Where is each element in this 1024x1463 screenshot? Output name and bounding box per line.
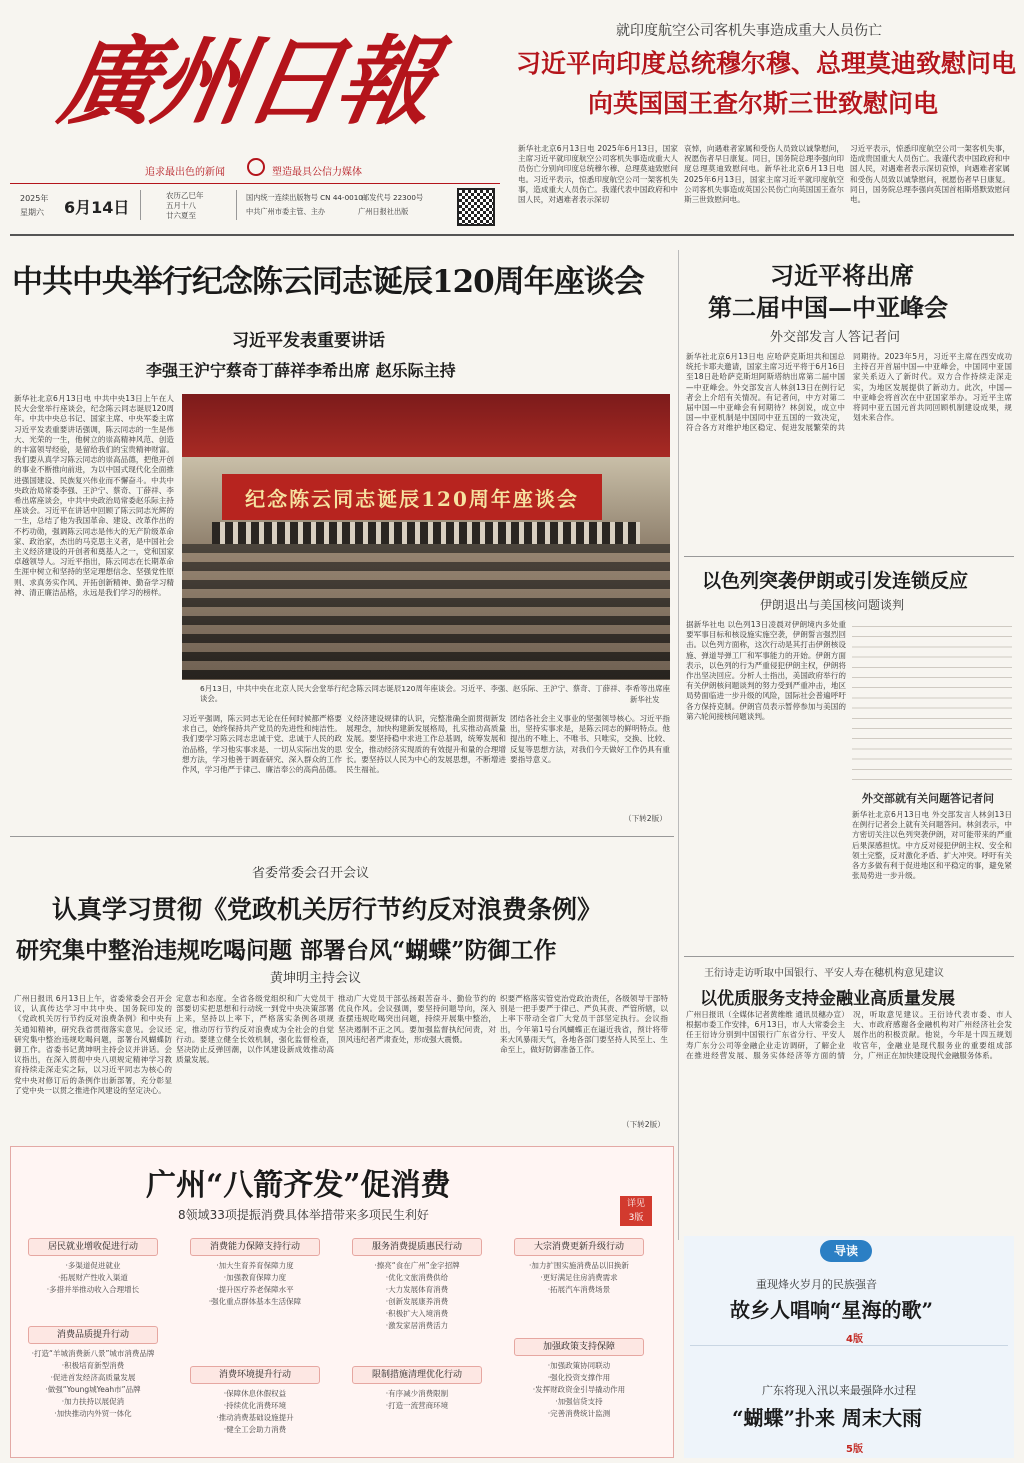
consume-cat-2: 服务消费提质惠民行动 xyxy=(352,1238,482,1256)
photo-caption: 6月13日，中共中央在北京人民大会堂举行纪念陈云同志诞辰120周年座谈会。习近平、李强、赵乐际、王沪宁、蔡奇、丁薛祥、李希等出席座谈会。 xyxy=(200,684,670,704)
slogan-right: 塑造最具公信力媒体 xyxy=(272,167,362,178)
consume-cat-item: ·更好满足住房消费需求 xyxy=(540,1273,618,1282)
consume-cat-item: ·创新发展康养消费 xyxy=(385,1297,449,1306)
consume-cat-item: ·擦亮“食在广州”金字招牌 xyxy=(374,1261,460,1270)
s2-col-1: 广州日报讯 6月13日上午，省委常委会召开会议，认真传达学习中共中央、国务院印发的《党政机关厉行节约反对浪费条例》和中央有关通知精神，研究我省贯彻落实意见。会议还研究集中整治违规吃喝问题，部署台风蝴蝶防御工作。省委书记黄坤明主持会议并讲话。会议指出，在深入贯彻中央八项规定精神学习教育持续走深走实之际，以习近平同志为核心的党中央对修订后的条例作出新部署，充分彰显了党中央一以贯之推进作风建设的坚定决心。 xyxy=(14,994,172,1095)
consume-cat-4: 消费品质提升行动 xyxy=(28,1326,158,1344)
pub-code: 邮发代号 22300号 xyxy=(362,193,424,202)
lead-col-2: 习近平强调，陈云同志无论在任何时候都严格要求自己，始终保持共产党员的先进性和纯洁性。我们要学习陈云同志忠诚于党、忠诚于人民的政治品格，学习他实事求是、一切从实际出发的思想方法，学习他善于调查研究、深入群众的工作作风，学习他严于律己、廉洁奉公的高尚品德。 xyxy=(182,714,342,775)
consume-cat-item: ·积极培育新型消费 xyxy=(61,1361,125,1370)
s2-title-1: 认真学习贯彻《党政机关厉行节约反对浪费条例》 xyxy=(52,895,603,924)
logo-text: 廣州日報 xyxy=(52,25,441,138)
consume-cat-item: ·积极扩大入境消费 xyxy=(385,1309,449,1318)
photo-credit: 新华社发 xyxy=(630,695,660,704)
rc-title-4: 外交部就有关问题答记者问 xyxy=(862,792,994,805)
solar-term: 廿六夏至 xyxy=(166,211,196,220)
s2-cont[interactable]: （下转2版） xyxy=(622,1120,665,1129)
consume-cat-item: ·完善消费统计监测 xyxy=(547,1409,611,1418)
masthead-logo xyxy=(52,22,452,142)
rc-text-3b xyxy=(852,620,1012,780)
consume-cat-item: ·加力扶持以展促消 xyxy=(61,1397,125,1406)
consume-cat-0: 居民就业增收促进行动 xyxy=(28,1238,158,1256)
consume-cat-item: ·拓展汽车消费场景 xyxy=(547,1285,611,1294)
lead-col-4: 团结各社会主义事业的坚强领导核心。习近平指出，坚持实事求是，是陈云同志的鲜明特点。他提出的不唯上、不唯书、只唯实，交换、比较、反复等思想方法，对我们今天做好工作仍具有重要指导意义。 xyxy=(510,714,670,764)
consume-page-tag[interactable] xyxy=(620,1196,652,1226)
top-title-1: 习近平向印度总统穆尔穆、总理莫迪致慰问电 xyxy=(516,49,1017,78)
consume-title: 广州“八箭齐发”促消费 xyxy=(146,1168,451,1203)
lead-sub-2: 李强王沪宁蔡奇丁薛祥李希出席 赵乐际主持 xyxy=(146,361,456,380)
consume-tag-2: 3版 xyxy=(628,1213,644,1223)
s2-sub: 黄坤明主持会议 xyxy=(270,971,362,986)
lunar-day: 五月十八 xyxy=(166,201,196,210)
s2-title-2: 研究集中整治违规吃喝问题 部署台风“蝴蝶”防御工作 xyxy=(16,937,557,964)
rc-title-5: 以优质服务支持金融业高质量发展 xyxy=(700,989,955,1009)
consume-cat-item: ·打造一流营商环境 xyxy=(385,1401,449,1410)
guide-1-title[interactable]: 故乡人唱响“星海的歌” xyxy=(730,1298,934,1322)
rc-text: 新华社北京6月13日电 应哈萨克斯坦共和国总统托卡耶夫邀请，国家主席习近平将于6月16日至18日赴哈萨克斯坦阿斯塔纳出席第二届中国—中亚峰会。外交部发言人林剑13日在例行记者会上介绍有关情况。有记者问，中方对第二届中国—中亚峰会有何期待？林剑说，成立中国—中亚机制是中国同中亚五国的一致决定，符合各方对维护地区稳定、促进发展繁荣的共同期待。2023年5月，习近平主席在西安成功主持召开首届中国—中亚峰会，中国同中亚国家关系迈入了新时代。双方合作持续走深走实，为地区发展提供了新动力。此次，中国—中亚峰会将首次在中亚国家举办。习近平主席将同中亚五国元首共同回顾机制建设成果，规划未来合作。 xyxy=(686,352,1012,433)
lead-title: 中共中央举行纪念陈云同志诞辰120周年座谈会 xyxy=(12,264,644,300)
rc-text-4: 新华社北京6月13日电 外交部发言人林剑13日在例行记者会上就有关问题答问。林剑表示，中方密切关注以色列突袭伊朗，对可能带来的严重后果深感担忧。中方反对侵犯伊朗主权、安全和领土完整，反对激化矛盾、扩大冲突。呼吁有关各方多做有利于促进地区和平稳定的事，避免紧张局势进一步升级。 xyxy=(852,810,1012,881)
consume-cat-item: ·多措并举推动收入合理增长 xyxy=(46,1285,140,1294)
top-col-2: 哀悼，向遇难者家属和受伤人员致以诚挚慰问，祝愿伤者早日康复。同日，国务院总理李强向印度总理莫迪致慰问电。新华社北京6月13日电 2025年6月13日，国家主席习近平就印度航空公司客机失事造成英国公民伤亡向英国国王查尔斯三世致慰问电。 xyxy=(684,144,844,205)
consume-cat-3: 大宗消费更新升级行动 xyxy=(514,1238,644,1256)
consume-cat-item: ·持续优化消费环境 xyxy=(223,1401,287,1410)
slogan-left: 追求最出色的新闻 xyxy=(145,167,225,178)
s2-col-2: 定意志和态度。全省各级党组织和广大党员干部要切实把思想和行动统一到党中央决策部署上来，坚持以上率下，严格落实条例各项规定，推动厉行节约反对浪费成为全社会的自觉行动。要建立健全长效机制，强化监督检查，坚决防止反弹回潮，以作风建设新成效推动高质量发展。 xyxy=(176,994,334,1065)
photo-banner: 纪念陈云同志诞辰120周年座谈会 xyxy=(222,474,602,520)
guide-label xyxy=(820,1240,872,1262)
consume-cat-1: 消费能力保障支持行动 xyxy=(190,1238,320,1256)
consume-cat-item: ·打造“羊城消费新八景”城市消费品牌 xyxy=(31,1349,155,1358)
top-kicker: 就印度航空公司客机失事造成重大人员伤亡 xyxy=(616,23,882,39)
consume-cat-item: ·促进首发经济高质量发展 xyxy=(50,1373,136,1382)
guide-2-title[interactable]: “蝴蝶”扑来 周末大雨 xyxy=(732,1406,922,1430)
guide-label-text: 导读 xyxy=(833,1244,858,1258)
guide-2-kicker: 广东将现入汛以来最强降水过程 xyxy=(762,1384,916,1397)
lead-photo xyxy=(182,394,670,680)
guide-1-page[interactable]: 4版 xyxy=(846,1334,863,1345)
s2-col-3: 推动广大党员干部弘扬艰苦奋斗、勤俭节约的优良作风。会议强调，要坚持问题导向，深入查摆违规吃喝突出问题，持续开展集中整治，坚决遏制不正之风。要加强监督执纪问责，对顶风违纪者严肃查处，形成强大震慑。 xyxy=(338,994,496,1044)
top-col-1: 新华社北京6月13日电 2025年6月13日，国家主席习近平就印度航空公司客机失事造成重大人员伤亡分别向印度总统穆尔穆、总理莫迪致慰问电。习近平表示，惊悉印度航空公司一架客机失事，造成重大人员伤亡。我谨代表中国政府和中国人民，对遇难者表示深切 xyxy=(518,144,678,205)
rc-kicker-5: 王衍诗走访听取中国银行、平安人寿在穗机构意见建议 xyxy=(704,968,944,979)
s2-col-4: 织要严格落实管党治党政治责任，各级领导干部特别是一把手要严于律己、严负其责、严管所辖，以上率下带动全省广大党员干部坚定执行。会议指出，今年第1号台风蝴蝶正在逼近我省，预计将带来大风暴雨天气，各地各部门要坚持人民至上、生命至上，做好防御准备工作。 xyxy=(500,994,668,1055)
guide-2-page[interactable]: 5版 xyxy=(846,1444,863,1455)
date-day: 6月14日 xyxy=(64,198,130,217)
rc-title-1: 习近平将出席 xyxy=(770,261,914,290)
consume-cat-item: ·加大生育养育保障力度 xyxy=(216,1261,294,1270)
consume-cat-item: ·有序减少消费限制 xyxy=(385,1389,449,1398)
consume-cat-item: ·加快推动内外贸一体化 xyxy=(54,1409,132,1418)
rc-text-5: 广州日报讯（全媒体记者黄维维 通讯员穗办宣）根据市委工作安排，6月13日，市人大常委会主任王衍诗分别到中国银行广东省分行、平安人寿广东分公司等金融企业走访调研，了解企业在推进经营发展、服务实体经济等方面的情况，听取意见建议。王衍诗代表市委、市人大、市政府感谢各金融机构对广州经济社会发展作出的积极贡献。他说，今年是十四五规划收官年，金融业是现代服务业的重要组成部分，广州正在加快建设现代金融服务体系。 xyxy=(686,1010,1012,1060)
date-weekday: 星期六 xyxy=(20,208,44,217)
lead-col-left: 新华社北京6月13日电 中共中央13日上午在人民大会堂举行座谈会，纪念陈云同志诞辰120周年。中共中央总书记、国家主席、中央军委主席习近平发表重要讲话强调，陈云同志的一生是伟大、光荣的一生，他树立的崇高精神风范、创造的丰富领导经验，是留给我们的宝贵精神财富。我们要从真学习陈云同志的崇高品德，把他开创的事业不断推向前进，为以中国式现代化全面推进强国建设、民族复兴伟业而不懈奋斗。中共中央政治局常委李强、王沪宁、蔡奇、丁薛祥、李希出席座谈会，中共中央政治局常委赵乐际主持座谈会。习近平在讲话中回顾了陈云同志光辉的一生，总结了他为我国革命、建设、改革作出的不朽功勋，强调陈云同志是伟大的无产阶级革命家、政治家，杰出的马克思主义者，是中国社会主义经济建设的开创者和奠基人之一，党和国家卓越领导人。习近平指出，陈云同志在长期革命生涯中树立和坚持的坚定理想信念、坚强党性原则、求真务实作风、开拓创新精神、勤奋学习精神、清正廉洁品格，永远是我们学习的榜样。 xyxy=(14,394,174,597)
top-col-3: 习近平表示，惊悉印度航空公司一架客机失事，造成贵国重大人员伤亡。我谨代表中国政府和中国人民，对遇难者表示深切哀悼，向遇难者家属和受伤人员致以诚挚慰问，祝愿伤者早日康复。同日，国务院总理李强向英国首相斯塔默致慰问电。 xyxy=(850,144,1010,205)
consume-cat-item: ·强化重点群体基本生活保障 xyxy=(208,1297,302,1306)
consume-cat-item: ·提升医疗养老保障水平 xyxy=(216,1285,294,1294)
consume-cat-item: ·强化投资支撑作用 xyxy=(547,1373,611,1382)
consume-cat-item: ·发挥财政资金引导撬动作用 xyxy=(532,1385,626,1394)
consume-cat-6: 限制措施清理优化行动 xyxy=(352,1366,482,1384)
pub-host: 中共广州市委主管、主办 xyxy=(246,207,326,216)
consume-cat-item: ·优化文旅消费供给 xyxy=(385,1273,449,1282)
consume-cat-item: ·大力发展体育消费 xyxy=(385,1285,449,1294)
lead-col-3: 义经济建设规律的认识，完整准确全面贯彻新发展理念，加快构建新发展格局，扎实推动高质量发展。要坚持稳中求进工作总基调，统筹发展和安全，推动经济实现质的有效提升和量的合理增长。要坚持以人民为中心的发展思想，不断增进民生福祉。 xyxy=(346,714,506,775)
consume-cat-item: ·推动消费基础设施提升 xyxy=(216,1413,294,1422)
consume-tag-1: 详见 xyxy=(626,1199,645,1209)
pub-cn: 国内统一连续出版物号 CN 44-0010 xyxy=(246,193,363,202)
qr-code[interactable] xyxy=(457,188,495,226)
lead-cont[interactable]: （下转2版） xyxy=(624,814,667,823)
slogan-mark-icon xyxy=(247,158,265,176)
consume-cat-item: ·加强信贷支持 xyxy=(555,1397,603,1406)
consume-sub: 8领域33项提振消费具体举措带来多项民生利好 xyxy=(178,1208,429,1222)
pub-publisher: 广州日报社出版 xyxy=(358,207,409,216)
date-year: 2025年 xyxy=(20,194,49,203)
s2-kicker: 省委常委会召开会议 xyxy=(252,866,370,881)
consume-cat-5: 消费环境提升行动 xyxy=(190,1366,320,1384)
rc-text-3: 据新华社电 以色列13日凌晨对伊朗境内多处重要军事目标和核设施实施空袭，伊朗誓言强烈回击。以色列方面称，这次行动是其打击伊朗核设施、弹道导弹工厂和军事能力的开始。伊朗方面表示，以色列的行为严重侵犯伊朗主权，伊朗将作出坚决回应。分析人士指出，美国政府举行的有关伊朗核问题谈判的努力受到严重冲击，地区局势面临进一步升级的风险，国际社会普遍呼吁各方保持克制。伊朗官员表示暂停参加与美国的第六轮间接核问题谈判。 xyxy=(686,620,846,721)
rc-title-2: 第二届中国—中亚峰会 xyxy=(708,293,948,322)
consume-cat-item: ·健全工会助力消费 xyxy=(223,1425,287,1434)
consume-cat-item: ·保障休息休假权益 xyxy=(223,1389,287,1398)
consume-cat-item: ·加力扩围实施消费品以旧换新 xyxy=(529,1261,629,1270)
rc-title-3: 以色列突袭伊朗或引发连锁反应 xyxy=(702,570,969,592)
top-title-2: 向英国国王查尔斯三世致慰问电 xyxy=(588,89,939,118)
consume-cat-item: ·多渠道促进就业 xyxy=(65,1261,121,1270)
consume-cat-item: ·加强教育保障力度 xyxy=(223,1273,287,1282)
consume-cat-item: ·拓展财产性收入渠道 xyxy=(58,1273,128,1282)
rc-sub-3: 伊朗退出与美国核问题谈判 xyxy=(760,598,905,612)
consume-cat-item: ·加强政策协同联动 xyxy=(547,1361,611,1370)
consume-cat-item: ·激发家居消费活力 xyxy=(385,1321,449,1330)
guide-1-kicker: 重现烽火岁月的民族强音 xyxy=(756,1278,877,1291)
consume-cat-7: 加强政策支持保障 xyxy=(514,1338,644,1356)
lunar-year: 农历乙巳年 xyxy=(166,191,204,200)
lead-sub-1: 习近平发表重要讲话 xyxy=(232,331,385,351)
rc-sub: 外交部发言人答记者问 xyxy=(770,330,901,345)
consume-cat-item: ·做强“Young城Yeah市”品牌 xyxy=(45,1385,141,1394)
